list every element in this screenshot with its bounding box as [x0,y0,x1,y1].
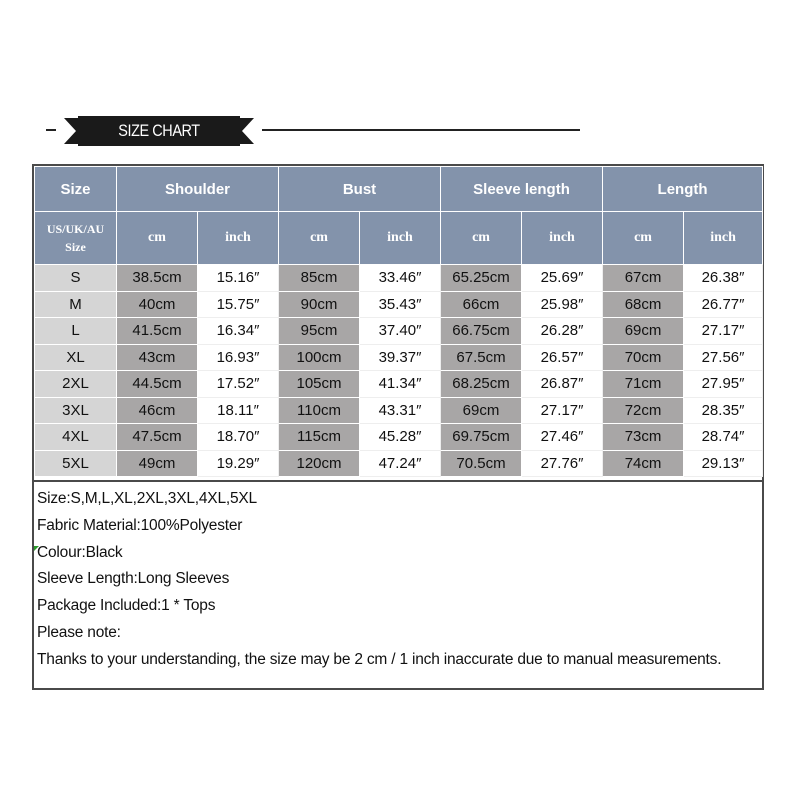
table-body [35,265,763,477]
cm-cell: 67.5cm [441,344,522,371]
subheader-cm: cm [603,212,684,265]
size-cell: 4XL [35,424,117,451]
cm-cell: 68cm [603,291,684,318]
cm-cell: 72cm [603,397,684,424]
title-rule [262,129,580,131]
inch-cell: 27.56″ [684,344,763,371]
table-row [35,265,763,292]
table-row [35,291,763,318]
cm-cell: 65.25cm [441,265,522,292]
size-chart-frame [32,164,764,690]
cm-cell: 115cm [279,424,360,451]
inch-cell: 27.95″ [684,371,763,398]
cm-cell: 100cm [279,344,360,371]
inch-cell: 28.35″ [684,397,763,424]
cm-cell: 95cm [279,318,360,345]
cm-cell: 69cm [603,318,684,345]
cm-cell: 110cm [279,397,360,424]
note-disclaimer: Thanks to your understanding, the size may be 2 cm / 1 inch inaccurate due to manual measurements. [37,650,722,668]
inch-cell: 39.37″ [360,344,441,371]
note-colour: Colour:Black [37,543,123,561]
inch-cell: 26.28″ [522,318,603,345]
cm-cell: 40cm [117,291,198,318]
inch-cell: 28.74″ [684,424,763,451]
cm-cell: 66cm [441,291,522,318]
cm-cell: 70cm [603,344,684,371]
inch-cell: 19.29″ [198,450,279,477]
inch-cell: 18.11″ [198,397,279,424]
table-row [35,318,763,345]
subheader-size [35,212,117,265]
cm-cell: 41.5cm [117,318,198,345]
subheader-inch: inch [360,212,441,265]
table-header-row [35,167,763,212]
cm-cell: 38.5cm [117,265,198,292]
header-bust: Bust [279,167,441,212]
inch-cell: 37.40″ [360,318,441,345]
size-cell: 5XL [35,450,117,477]
table-row [35,344,763,371]
table-row [35,424,763,451]
title-text: SIZE CHART [118,121,200,140]
inch-cell: 26.38″ [684,265,763,292]
inch-cell: 15.75″ [198,291,279,318]
inch-cell: 15.16″ [198,265,279,292]
size-cell: M [35,291,117,318]
subheader-inch: inch [198,212,279,265]
inch-cell: 29.13″ [684,450,763,477]
cm-cell: 71cm [603,371,684,398]
header-size: Size [35,167,117,212]
cm-cell: 120cm [279,450,360,477]
note-package: Package Included:1 * Tops [37,597,216,615]
header-length: Length [603,167,763,212]
inch-cell: 17.52″ [198,371,279,398]
inch-cell: 25.69″ [522,265,603,292]
cm-cell: 46cm [117,397,198,424]
size-cell: 3XL [35,397,117,424]
inch-cell: 18.70″ [198,424,279,451]
size-chart-title-row [0,108,800,152]
inch-cell: 27.17″ [684,318,763,345]
cm-cell: 85cm [279,265,360,292]
inch-cell: 35.43″ [360,291,441,318]
inch-cell: 25.98″ [522,291,603,318]
subheader-size-label: Size [65,240,86,254]
size-cell: XL [35,344,117,371]
subheader-cm: cm [279,212,360,265]
inch-cell: 26.57″ [522,344,603,371]
table-subheader-row [35,212,763,265]
size-cell: 2XL [35,371,117,398]
inch-cell: 43.31″ [360,397,441,424]
inch-cell: 26.77″ [684,291,763,318]
subheader-cm: cm [441,212,522,265]
green-marker [34,546,39,551]
subheader-size-region: US/UK/AU [46,222,105,236]
inch-cell: 47.24″ [360,450,441,477]
title-banner [64,114,254,148]
cm-cell: 44.5cm [117,371,198,398]
table-row [35,371,763,398]
inch-cell: 33.46″ [360,265,441,292]
cm-cell: 47.5cm [117,424,198,451]
inch-cell: 16.34″ [198,318,279,345]
inch-cell: 27.17″ [522,397,603,424]
size-cell: L [35,318,117,345]
cm-cell: 67cm [603,265,684,292]
subheader-inch: inch [522,212,603,265]
cm-cell: 69cm [441,397,522,424]
cm-cell: 66.75cm [441,318,522,345]
subheader-cm: cm [117,212,198,265]
table-row [35,450,763,477]
cm-cell: 105cm [279,371,360,398]
inch-cell: 27.76″ [522,450,603,477]
note-fabric: Fabric Material:100%Polyester [37,516,243,534]
note-please-note: Please note: [37,623,121,641]
cm-cell: 73cm [603,424,684,451]
inch-cell: 27.46″ [522,424,603,451]
note-sizes: Size:S,M,L,XL,2XL,3XL,4XL,5XL [37,490,257,507]
inch-cell: 41.34″ [360,371,441,398]
inch-cell: 16.93″ [198,344,279,371]
header-sleeve-length: Sleeve length [441,167,603,212]
cm-cell: 49cm [117,450,198,477]
inch-cell: 45.28″ [360,424,441,451]
cm-cell: 90cm [279,291,360,318]
header-shoulder: Shoulder [117,167,279,212]
cm-cell: 74cm [603,450,684,477]
product-notes [34,480,762,674]
cm-cell: 68.25cm [441,371,522,398]
title-left-dash [46,129,56,131]
size-table [34,166,763,477]
size-cell: S [35,265,117,292]
cm-cell: 70.5cm [441,450,522,477]
note-sleeve: Sleeve Length:Long Sleeves [37,570,230,588]
table-row [35,397,763,424]
cm-cell: 69.75cm [441,424,522,451]
cm-cell: 43cm [117,344,198,371]
inch-cell: 26.87″ [522,371,603,398]
subheader-inch: inch [684,212,763,265]
